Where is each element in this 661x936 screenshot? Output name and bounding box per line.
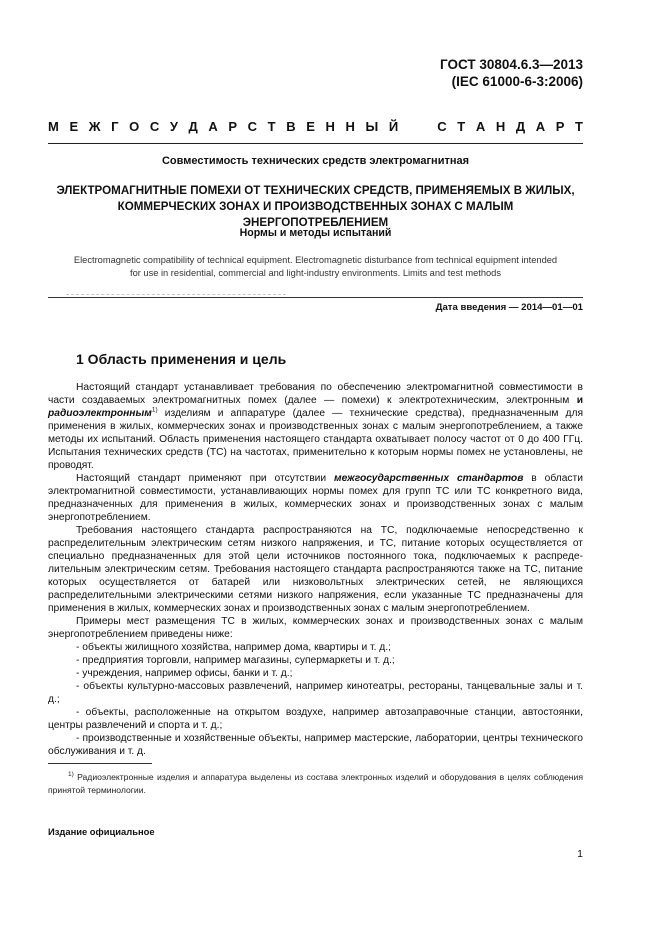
banner-letter: С [149,119,160,134]
english-title-line: for use in residential, commercial and light-industry environments. Limits and test methods [129,268,501,278]
footnote-text: Радиоэлектронные изделия и аппаратура выделены из состава электронных изделий и оборудования в целях соблюдения принятой терминологии. [48,772,583,795]
footnote-divider [48,763,152,764]
introduction-date: Дата введения — 2014—01—01 [435,302,583,313]
paragraph-text: Настоящий стандарт устанавливает требования по обеспечению электромагнитной совместимости в части создаваемых электромагнитных помех (далее — помехи) к электротехническим, электронным [48,382,583,406]
banner-letter: Р [228,119,238,134]
banner-letter: Й [388,119,399,134]
page-number: 1 [577,848,583,860]
banner-letter: Н [325,119,335,134]
footnote-marker: 1) [68,771,74,779]
iec-number: (IEC 61000-6-3:2006) [451,74,583,89]
interstate-standard-banner [48,119,583,134]
paragraph [48,472,583,524]
banner-letter: Е [306,119,315,134]
standard-main-title [48,183,583,231]
banner-letter: А [535,119,546,134]
list-item: - объекты, расположенные на открытом воздухе, например автозаправочные станции, автостоянки, центры развлечений и спорта и т. д.; [48,707,583,731]
conjunction-bold: и [576,395,583,406]
banner-letter: С [437,119,447,134]
term-interstate-standards: межгосударственных стандартов [334,473,524,484]
paragraph: Примеры мест размещения ТС в жилых, коммерческих зонах и производственных зонах с малым энергопотреблением приведены ниже: [48,616,583,640]
banner-letter: Д [515,119,526,134]
intro-divider [48,297,583,298]
english-title [48,254,583,280]
banner-letter: Ж [88,119,101,134]
footnote-ref: 1) [151,406,158,414]
section-title: 1 Область применения и цель [76,351,287,367]
banner-letter: В [286,119,296,134]
banner-letter: М [48,119,59,134]
paragraph [48,381,583,472]
list-item: - производственные и хозяйственные объекты, например мастерские, лаборатории, центры технического обслуживания и т. д. [48,733,583,757]
banner-divider [48,143,583,144]
footnote [48,771,583,797]
paragraph: Требования настоящего стандарта распространяются на ТС, подключаемые непосредственно к распределительным электрическим сетям низкого напряжения, и ТС, питание которых осуществляется от специально предназначенных для этой цели источников постоянного тока, подключаемых к распределительным электрическим сетям. Требования настоящего стандарта распространяются также на ТС, питание которых осуществляется от батарей или низковольтных электрических сетей, не являющихся распределительными электрическими сетями низкого напряжения, если указанные ТС предназначены для применения в жилых, коммерческих зонах и производственных зонах с малым энергопотреблением. [48,525,583,614]
paragraph-text: изделиям и аппаратуре (далее — технические средства), предназначенным для применения в жилых, коммерческих зонах и производственных зонах с малым энергопотреблением, а также методы их испытаний. Область применения настоящего стандарта охватывает полосу частот от 0 до 400 ГГц. Испытания технических средств (ТС) на частотах, применительно к которым нормы помех не установлены, не проводят. [48,408,583,471]
banner-letter: Т [457,119,466,134]
banner-letter: У [169,119,178,134]
banner-letter: Ы [365,119,379,134]
list-item: - объекты культурно-массовых развлечений, например кинотеатры, рестораны, танцевальные залы и т. д.; [48,681,583,705]
banner-letter: А [208,119,218,134]
list-item: - объекты жилищного хозяйства, например дома, квартиры и т. д.; [76,642,391,653]
banner-gap [423,119,427,134]
paragraph-text: в области электромагнитной совместимости, устанавливающих нормы помех для групп ТС или ТС конкретного вида, предназначенных для применения в жилых, коммерческих зонах и производственных зонах с малым энергопотреблением. [48,473,583,523]
banner-letter: Т [575,119,583,134]
banner-letter: Д [188,119,198,134]
list-item: - предприятия торговли, например магазины, супермаркеты и т. д.; [76,655,395,666]
footnote-body [48,771,583,797]
banner-gap [409,119,413,134]
banner-letter: С [247,119,258,134]
banner-letter: Т [267,119,276,134]
gost-number: ГОСТ 30804.6.3—2013 [440,57,583,72]
term-radioelectronic: радиоэлектронным [48,408,152,419]
banner-letter: Р [555,119,565,134]
document-header [440,56,583,90]
section-body [48,381,583,758]
banner-letter: Н [345,119,355,134]
banner-letter: А [475,119,486,134]
main-title-line: ЭЛЕКТРОМАГНИТНЫЕ ПОМЕХИ ОТ ТЕХНИЧЕСКИХ СРЕДСТВ, ПРИМЕНЯЕМЫХ В ЖИЛЫХ, [56,184,575,197]
banner-letter: Е [69,119,79,134]
norms-heading: Нормы и методы испытаний [239,227,392,239]
banner-letter: Н [495,119,506,134]
paragraph-text: Настоящий стандарт применяют при отсутствии [76,473,335,484]
faint-divider [66,294,286,295]
main-title-line: КОММЕРЧЕСКИХ ЗОНАХ И ПРОИЗВОДСТВЕННЫХ ЗОНАХ С МАЛЫМ ЭНЕРГОПОТРЕБЛЕНИЕМ [117,200,514,229]
list-item: - учреждения, например офисы, банки и т. д.; [76,668,293,679]
official-edition-label: Издание официальное [48,826,155,837]
banner-letter: О [129,119,140,134]
banner-letter: Г [111,119,119,134]
english-title-line: Electromagnetic compatibility of technical equipment. Electromagnetic disturbance from technical equipment intended [73,255,558,265]
standard-subtitle: Совместимость технических средств электромагнитная [161,155,470,167]
